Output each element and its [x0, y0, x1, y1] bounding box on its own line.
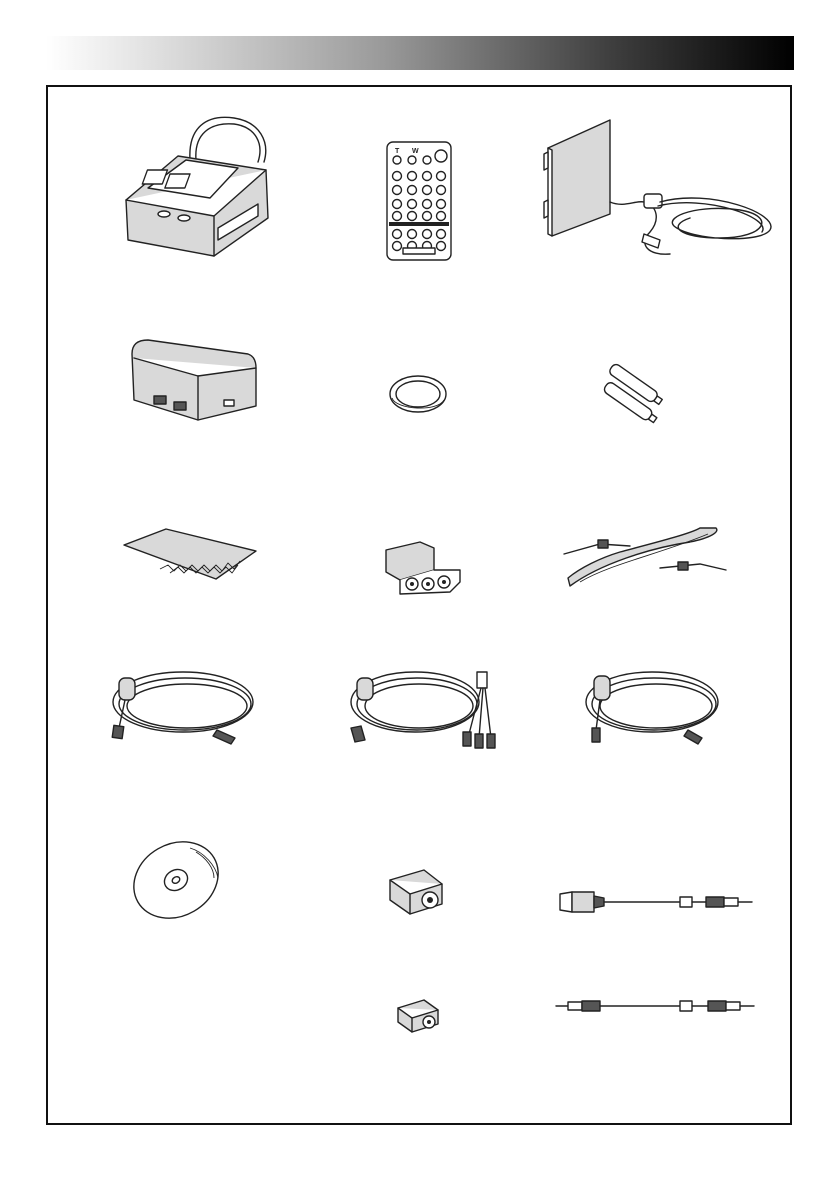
small-core-filter-icon: [394, 996, 444, 1036]
ac-adapter-icon: [540, 118, 780, 268]
remote-power-button: [435, 150, 447, 162]
battery-charger-icon: [118, 108, 278, 268]
battery-pack-icon: [128, 336, 258, 426]
pc-connection-cable-icon: [556, 888, 762, 918]
remote-button: [408, 172, 417, 181]
remote-button: [408, 156, 416, 164]
header-bar: [46, 36, 794, 70]
remote-button: [437, 186, 446, 195]
remote-button: [393, 186, 402, 195]
remote-button: [393, 230, 402, 239]
remote-button: [408, 212, 417, 221]
remote-button: [437, 212, 446, 221]
remote-button: [408, 200, 417, 209]
remote-button: [393, 212, 402, 221]
remote-button: [437, 242, 446, 251]
remote-button: [423, 212, 432, 221]
remote-button: [408, 230, 417, 239]
cd-rom-icon: [126, 838, 226, 922]
remote-button: [408, 186, 417, 195]
shoulder-strap-icon: [560, 524, 730, 594]
scart-adapter-icon: [380, 540, 464, 598]
large-core-filter-icon: [384, 866, 450, 916]
cleaning-cloth-icon: [120, 527, 260, 587]
remote-button: [437, 230, 446, 239]
remote-button: [393, 156, 401, 164]
remote-button: [423, 186, 432, 195]
s-video-cable-icon: [105, 668, 255, 748]
jlip-cable-icon: [552, 992, 762, 1020]
remote-button: [423, 230, 432, 239]
editing-cable-icon: [582, 668, 722, 752]
remote-control-icon: [385, 140, 455, 264]
remote-button: [423, 172, 432, 181]
remote-button: [393, 200, 402, 209]
remote-button: [393, 172, 402, 181]
remote-button: [423, 156, 431, 164]
remote-label-w: W: [412, 148, 419, 155]
remote-label-t: T: [395, 148, 400, 155]
remote-button: [393, 242, 402, 251]
remote-button: [437, 200, 446, 209]
av-cable-icon: [345, 668, 515, 752]
remote-button: [437, 172, 446, 181]
aa-batteries-icon: [594, 368, 674, 428]
lens-cap-ring-icon: [386, 372, 450, 418]
remote-button: [423, 200, 432, 209]
